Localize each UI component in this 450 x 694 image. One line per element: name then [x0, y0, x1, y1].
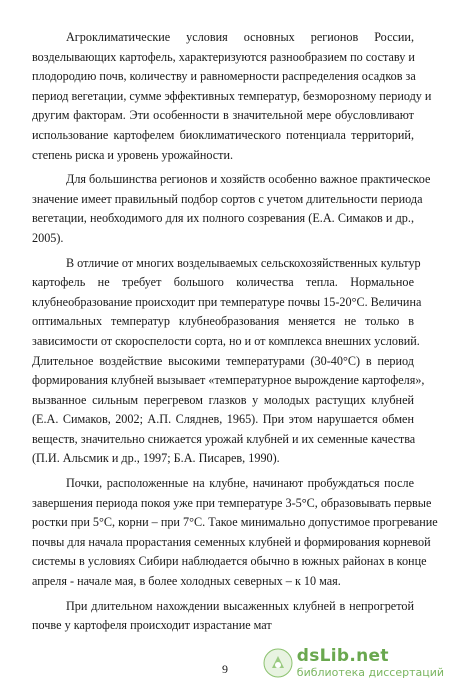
text-line: оптимальных температур клубнеобразования меняется не только в	[32, 314, 414, 329]
text-line: (Е.А. Симаков, 2002; А.П. Сляднев, 1965). При этом нарушается обмен	[32, 412, 414, 427]
text-line: зависимости от скороспелости сорта, но и от комплекса внешних условий.	[32, 333, 420, 348]
text-line: почве у картофеля происходит израстание мат	[32, 618, 272, 633]
watermark-brand: dsLib.net	[296, 646, 389, 666]
watermark-subtitle: библиотека диссертаций	[296, 666, 444, 679]
watermark[interactable]	[263, 648, 444, 678]
text-line: апреля - начале мая, в более холодных северных – к 10 мая.	[32, 574, 341, 589]
text-line: Для большинства регионов и хозяйств особенно важное практическое	[66, 172, 431, 187]
text-line: почвы для начала прорастания семенных клубней и формирования корневой	[32, 534, 431, 549]
text-line: формирования клубней вызывает «температурное вырождение картофеля»,	[32, 373, 425, 388]
text-line: возделывающих картофель, характеризуются разнообразием по составу и	[32, 49, 415, 64]
text-line: Агроклиматические условия основных регионов России,	[66, 30, 414, 44]
paragraph-2	[32, 170, 431, 248]
text-line: значение имеет правильный подбор сортов с учетом длительности периода	[32, 191, 423, 206]
text-line: использование картофелем биоклиматического потенциала территорий,	[32, 127, 414, 142]
text-line: вызванное сильным перегревом глазков у молодых растущих клубней	[32, 392, 414, 407]
text-line: вегетации, необходимого для их полного созревания (Е.А. Симаков и др.,	[32, 211, 414, 226]
paragraph-1	[32, 28, 432, 165]
text-line: (П.И. Альсмик и др., 1997; Б.А. Писарев, 1990).	[32, 451, 280, 466]
text-line: Длительное воздействие высокими температурами (30-40°С) в период	[32, 353, 414, 368]
text-line: В отличие от многих возделываемых сельскохозяйственных культур	[66, 255, 421, 270]
document-page	[32, 28, 438, 636]
text-line: системы в условиях Сибири наблюдается обычно в южных районах в конце	[32, 554, 427, 569]
paragraph-5	[32, 597, 414, 636]
text-line: плодородию почв, количеству и равномерности распределения осадков за	[32, 69, 416, 84]
text-line: степень риска и уровень урожайности.	[32, 147, 234, 162]
paragraph-4	[32, 474, 438, 592]
text-line: картофель не требует большого количества тепла. Нормальное	[32, 275, 414, 290]
paragraph-3	[32, 254, 425, 470]
page-number: 9	[222, 662, 228, 676]
text-line: клубнеобразование происходит при температуре почвы 15-20°С. Величина	[32, 294, 422, 309]
text-line: При длительном нахождении высаженных клубней в непрогретой	[66, 598, 414, 613]
text-line: другим факторам. Эти особенности в значительной мере обусловливают	[32, 108, 414, 123]
text-line: завершения периода покоя уже при температуре 3-5°С, образовывать первые	[32, 495, 432, 510]
text-line: Почки, расположенные на клубне, начинают пробуждаться после	[66, 476, 414, 491]
text-line: ростки при 5°С, корни – при 7°С. Такое минимально допустимое прогревание	[32, 515, 438, 530]
text-line: веществ, значительно снижается урожай клубней и их семенные качества	[32, 431, 416, 446]
text-line: период вегетации, сумме эффективных температур, безморозному периоду и	[32, 88, 432, 103]
dslib-logo-icon	[263, 648, 293, 678]
text-line: 2005).	[32, 230, 64, 245]
